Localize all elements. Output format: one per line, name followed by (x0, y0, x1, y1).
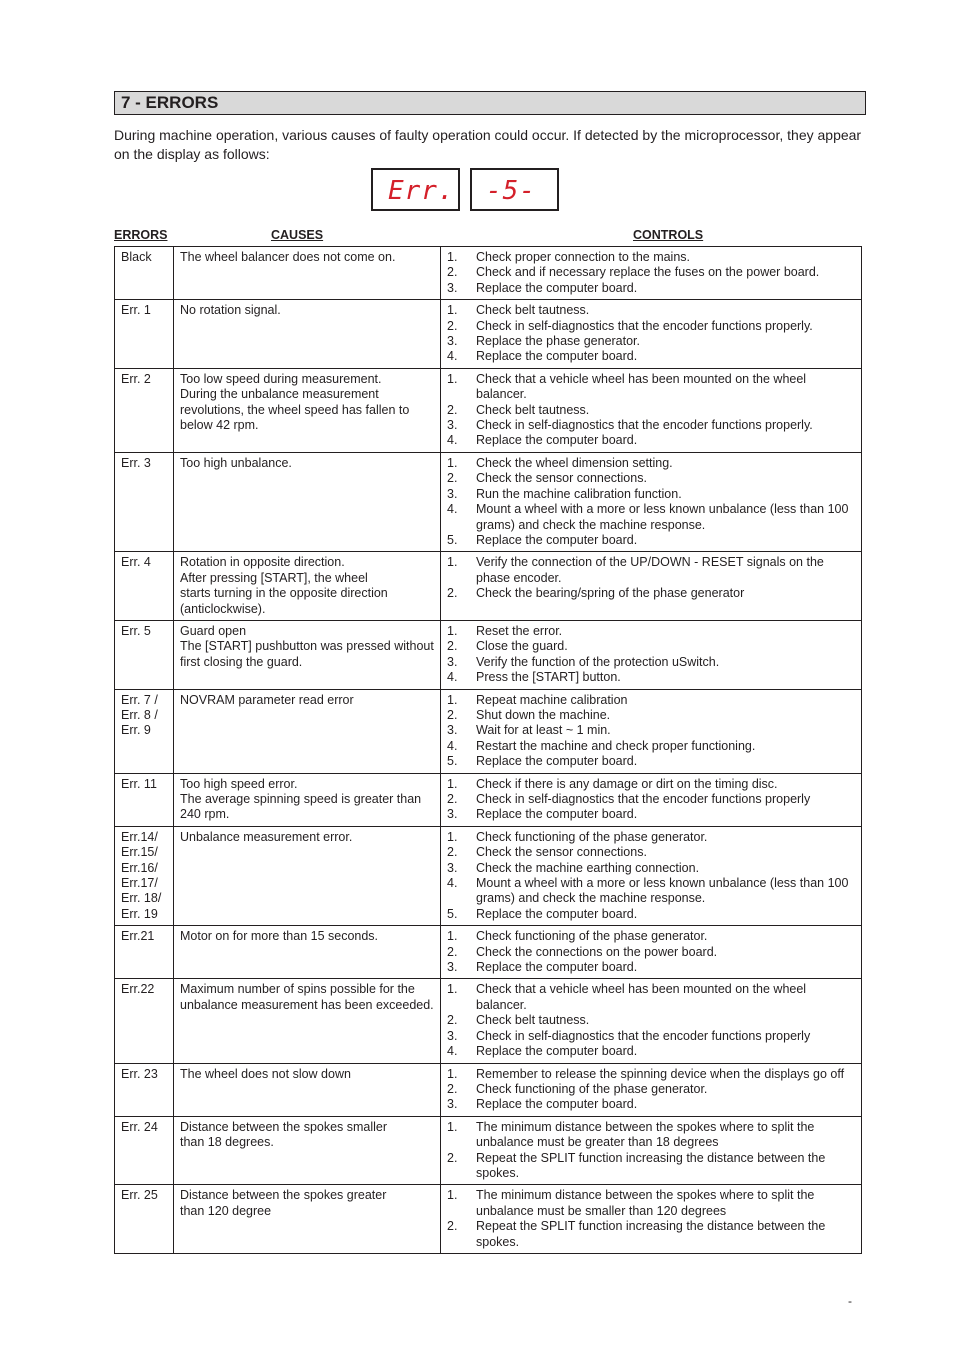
control-step-number: 1. (447, 692, 458, 707)
control-step-text: Remember to release the spinning device when the displays go off (476, 1066, 845, 1081)
controls-cell (441, 552, 862, 621)
controls-cell (441, 1185, 862, 1254)
cause-cell (174, 926, 441, 979)
control-step-text: Replace the computer board. (476, 754, 638, 769)
list-item (447, 456, 856, 471)
control-step-text: Replace the phase generator. (476, 334, 641, 349)
controls-list (447, 555, 856, 601)
list-item (447, 1082, 856, 1097)
table-row (115, 979, 862, 1063)
control-step-text: The minimum distance between the spokes where to split the unbalance must be greater than 18 degrees (476, 1119, 815, 1150)
control-step-text: Replace the computer board. (476, 906, 638, 921)
table-row (115, 826, 862, 925)
display-right (470, 168, 559, 211)
control-step-text: Check in self-diagnostics that the encoder functions properly (476, 792, 811, 806)
table-row (115, 368, 862, 452)
control-step-text: Check belt tautness. (476, 303, 590, 318)
list-item (447, 1067, 856, 1082)
control-step-text: Replace the computer board. (476, 349, 638, 364)
controls-list (447, 303, 856, 365)
display-left-text: Err. (387, 175, 455, 206)
error-code: Err. 25 (121, 1188, 158, 1203)
table-row (115, 247, 862, 300)
table-row (115, 689, 862, 773)
intro-paragraph: During machine operation, various causes of faulty operation could occur. If detected by the microprocessor, they appear on the display as follows: (114, 127, 862, 162)
control-step-text: Repeat the SPLIT function increasing the distance between the spokes. (476, 1150, 826, 1180)
list-item (447, 487, 856, 502)
control-step-text: Check the connections on the power board. (476, 944, 718, 959)
control-step-text: Reset the error. (476, 623, 563, 638)
error-code-cell (115, 1116, 174, 1185)
control-step-text: Check the sensor connections. (476, 845, 647, 860)
list-item (447, 1188, 856, 1219)
control-step-number: 4. (447, 738, 458, 753)
controls-cell (441, 368, 862, 452)
control-step-text: Repeat machine calibration (476, 692, 628, 707)
column-header-errors: ERRORS (114, 228, 168, 242)
control-step-number: 2. (447, 402, 458, 417)
controls-list (447, 1067, 856, 1113)
cause-cell (174, 620, 441, 689)
control-step-number: 1. (447, 455, 458, 470)
control-step-number: 3. (447, 1028, 458, 1043)
control-step-number: 3. (447, 860, 458, 875)
error-code-cell (115, 979, 174, 1063)
control-step-text: Check and if necessary replace the fuses on the power board. (476, 265, 820, 280)
control-step-number: 2. (447, 639, 458, 654)
list-item (447, 830, 856, 845)
error-code: Err.22 (121, 982, 155, 997)
controls-list (447, 456, 856, 548)
control-step-number: 2. (447, 944, 458, 959)
error-code: Black (121, 250, 152, 264)
list-item (447, 845, 856, 860)
control-step-text: Restart the machine and check proper functioning. (476, 738, 756, 753)
control-step-text: Check that a vehicle wheel has been mounted on the wheel balancer. (476, 371, 807, 402)
list-item (447, 624, 856, 639)
error-code: Err. 23 (121, 1066, 158, 1081)
control-step-number: 2. (447, 845, 458, 860)
cause-text: Distance between the spokes smaller (180, 1119, 388, 1134)
controls-cell (441, 1116, 862, 1185)
controls-list (447, 777, 856, 823)
list-item (447, 533, 856, 548)
table-row (115, 926, 862, 979)
cause-text: than 120 degree (180, 1203, 272, 1218)
control-step-number: 1. (447, 829, 458, 844)
control-step-number: 4. (447, 349, 458, 364)
controls-list (447, 250, 856, 296)
cause-cell (174, 300, 441, 369)
cause-text: Too low speed during measurement. (180, 371, 382, 386)
error-code-cell (115, 552, 174, 621)
control-step-number: 2. (447, 265, 458, 280)
control-step-text: Run the machine calibration function. (476, 486, 682, 501)
controls-cell (441, 452, 862, 551)
table-row (115, 1063, 862, 1116)
cause-text: Too high speed error. (180, 776, 298, 791)
list-item (447, 739, 856, 754)
error-code-cell (115, 1185, 174, 1254)
error-code: Err. 24 (121, 1119, 158, 1134)
error-code-cell (115, 452, 174, 551)
control-step-text: Check the bearing/spring of the phase generator (476, 586, 745, 601)
control-step-text: Repeat the SPLIT function increasing the distance between the spokes. (476, 1219, 826, 1249)
controls-list (447, 1120, 856, 1182)
control-step-number: 4. (447, 670, 458, 685)
control-step-text: Check if there is any damage or dirt on the timing disc. (476, 776, 778, 791)
control-step-number: 1. (447, 929, 458, 944)
control-step-text: Check in self-diagnostics that the encoder functions properly. (476, 418, 813, 433)
controls-cell (441, 926, 862, 979)
controls-list (447, 929, 856, 975)
cause-text: Motor on for more than 15 seconds. (180, 929, 379, 944)
error-code-cell (115, 300, 174, 369)
control-step-text: Press the [START] button. (476, 670, 621, 685)
errors-table (114, 246, 862, 1254)
control-step-text: Wait for at least ~ 1 min. (476, 723, 611, 738)
page-number: - (848, 1294, 852, 1308)
error-code: Err. 11 (121, 776, 157, 791)
control-step-number: 4. (447, 876, 458, 891)
control-step-text: Check the sensor connections. (476, 471, 647, 486)
error-code-cell (115, 689, 174, 773)
control-step-number: 1. (447, 1119, 458, 1134)
list-item (447, 807, 856, 822)
list-item (447, 433, 856, 448)
control-step-text: Check functioning of the phase generator. (476, 1081, 708, 1096)
table-row (115, 452, 862, 551)
controls-cell (441, 247, 862, 300)
control-step-text: Replace the computer board. (476, 532, 638, 547)
display-code-readout (482, 176, 548, 204)
cause-cell (174, 552, 441, 621)
error-code: Err.17/ (121, 876, 158, 891)
list-item (447, 1097, 856, 1112)
error-code-cell (115, 368, 174, 452)
error-code: Err.21 (121, 929, 155, 944)
list-item (447, 471, 856, 486)
error-code: Err.16/ (121, 860, 158, 875)
control-step-number: 1. (447, 250, 458, 264)
display-right-text: -5- (485, 175, 536, 206)
control-step-text: Check functioning of the phase generator. (476, 829, 708, 844)
list-item (447, 693, 856, 708)
list-item (447, 555, 856, 586)
control-step-text: Mount a wheel with a more or less known unbalance (less than 100 grams) and check the machine response. (476, 502, 849, 532)
table-row (115, 773, 862, 826)
cause-cell (174, 368, 441, 452)
control-step-number: 3. (447, 1097, 458, 1112)
error-code: Err. 8 / (121, 707, 158, 722)
control-step-number: 4. (447, 433, 458, 448)
control-step-text: Replace the computer board. (476, 960, 638, 975)
table-row (115, 1185, 862, 1254)
control-step-text: Check in self-diagnostics that the encoder functions properly. (476, 318, 813, 333)
control-step-text: Check the wheel dimension setting. (476, 455, 673, 470)
control-step-number: 1. (447, 776, 458, 791)
error-code: Err. 3 (121, 455, 151, 470)
control-step-number: 1. (447, 982, 458, 997)
control-step-text: Replace the computer board. (476, 807, 638, 822)
list-item (447, 907, 856, 922)
control-step-text: Check belt tautness. (476, 402, 590, 417)
error-code-cell (115, 773, 174, 826)
list-item (447, 1219, 856, 1250)
cause-text: The wheel does not slow down (180, 1066, 351, 1081)
control-step-text: Check in self-diagnostics that the encoder functions properly (476, 1028, 811, 1043)
controls-cell (441, 826, 862, 925)
control-step-text: Replace the computer board. (476, 433, 638, 448)
list-item (447, 655, 856, 670)
errors-table-body (115, 247, 862, 1254)
control-step-number: 2. (447, 792, 458, 806)
list-item (447, 929, 856, 944)
column-header-controls: CONTROLS (633, 228, 704, 242)
list-item (447, 723, 856, 738)
list-item (447, 861, 856, 876)
cause-text: Unbalance measurement error. (180, 829, 353, 844)
cause-cell (174, 247, 441, 300)
control-step-number: 1. (447, 371, 458, 386)
control-step-number: 2. (447, 318, 458, 333)
table-row (115, 552, 862, 621)
error-code: Err. 5 (121, 623, 151, 638)
error-code: Err.15/ (121, 845, 158, 860)
controls-list (447, 1188, 856, 1250)
control-step-text: The minimum distance between the spokes where to split the unbalance must be smaller than 120 degrees (476, 1188, 815, 1218)
cause-text: The [START] pushbutton was pressed without first closing the guard. (180, 639, 434, 669)
list-item (447, 982, 856, 1013)
control-step-text: Replace the computer board. (476, 1044, 638, 1059)
error-code: Err. 18/ (121, 891, 162, 906)
controls-list (447, 693, 856, 770)
control-step-number: 1. (447, 1188, 458, 1203)
control-step-text: Shut down the machine. (476, 707, 611, 722)
cause-cell (174, 979, 441, 1063)
control-step-number: 3. (447, 723, 458, 738)
control-step-number: 5. (447, 906, 458, 921)
control-step-number: 5. (447, 532, 458, 547)
cause-text: starts turning in the opposite direction (anticlockwise). (180, 586, 388, 616)
list-item (447, 1044, 856, 1059)
control-step-number: 5. (447, 754, 458, 769)
display-err-readout (386, 175, 455, 206)
control-step-number: 2. (447, 1013, 458, 1028)
cause-text: NOVRAM parameter read error (180, 692, 354, 707)
control-step-number: 3. (447, 654, 458, 669)
control-step-text: Check the machine earthing connection. (476, 860, 700, 875)
error-code: Err.14/ (121, 829, 158, 844)
list-item (447, 1029, 856, 1044)
cause-cell (174, 1063, 441, 1116)
control-step-text: Check belt tautness. (476, 1013, 590, 1028)
control-step-number: 3. (447, 486, 458, 501)
control-step-number: 3. (447, 280, 458, 295)
cause-text: After pressing [START], the wheel (180, 570, 368, 585)
cause-cell (174, 1185, 441, 1254)
list-item (447, 670, 856, 685)
list-item (447, 372, 856, 403)
control-step-text: Check functioning of the phase generator. (476, 929, 708, 944)
controls-cell (441, 979, 862, 1063)
control-step-text: Verify the connection of the UP/DOWN - RESET signals on the phase encoder. (476, 555, 824, 585)
list-item (447, 281, 856, 296)
error-code-cell (115, 1063, 174, 1116)
list-item (447, 1120, 856, 1151)
column-header-causes: CAUSES (271, 228, 324, 242)
list-item (447, 319, 856, 334)
controls-cell (441, 689, 862, 773)
list-item (447, 960, 856, 975)
cause-text: Distance between the spokes greater (180, 1188, 387, 1203)
list-item (447, 639, 856, 654)
cause-cell (174, 826, 441, 925)
control-step-number: 4. (447, 1044, 458, 1059)
control-step-number: 2. (447, 586, 458, 601)
error-code-cell (115, 620, 174, 689)
control-step-number: 2. (447, 707, 458, 722)
control-step-text: Verify the function of the protection uSwitch. (476, 654, 720, 669)
controls-list (447, 624, 856, 686)
controls-list (447, 830, 856, 922)
cause-text: than 18 degrees. (180, 1135, 274, 1150)
list-item (447, 777, 856, 792)
error-code-cell (115, 926, 174, 979)
cause-text: Guard open (180, 623, 247, 638)
table-row (115, 1116, 862, 1185)
list-item (447, 334, 856, 349)
controls-cell (441, 300, 862, 369)
control-step-number: 2. (447, 471, 458, 486)
cause-cell (174, 1116, 441, 1185)
control-step-text: Close the guard. (476, 639, 568, 654)
error-code-cell (115, 826, 174, 925)
cause-cell (174, 773, 441, 826)
list-item (447, 403, 856, 418)
controls-list (447, 982, 856, 1059)
list-item (447, 792, 856, 807)
control-step-number: 1. (447, 555, 458, 570)
cause-text: No rotation signal. (180, 303, 281, 318)
list-item (447, 876, 856, 907)
control-step-text: Check that a vehicle wheel has been mounted on the wheel balancer. (476, 982, 807, 1012)
cause-text: The average spinning speed is greater than 240 rpm. (180, 792, 422, 822)
list-item (447, 265, 856, 280)
control-step-text: Mount a wheel with a more or less known unbalance (less than 100 grams) and check the machine response. (476, 876, 849, 906)
table-row (115, 300, 862, 369)
error-code: Err. 2 (121, 371, 151, 386)
control-step-text: Replace the computer board. (476, 280, 638, 295)
list-item (447, 586, 856, 601)
control-step-number: 3. (447, 334, 458, 349)
cause-text: Too high unbalance. (180, 455, 292, 470)
cause-cell (174, 452, 441, 551)
control-step-number: 2. (447, 1081, 458, 1096)
table-row (115, 620, 862, 689)
cause-cell (174, 689, 441, 773)
error-code-cell (115, 247, 174, 300)
error-code: Err. 19 (121, 906, 158, 921)
list-item (447, 1013, 856, 1028)
control-step-number: 2. (447, 1219, 458, 1234)
controls-list (447, 372, 856, 449)
error-code: Err. 9 (121, 723, 151, 738)
list-item (447, 945, 856, 960)
control-step-number: 1. (447, 303, 458, 318)
list-item (447, 418, 856, 433)
list-item (447, 303, 856, 318)
controls-cell (441, 1063, 862, 1116)
control-step-number: 3. (447, 960, 458, 975)
control-step-number: 3. (447, 807, 458, 822)
error-code: Err. 4 (121, 555, 151, 570)
list-item (447, 754, 856, 769)
cause-text: Rotation in opposite direction. (180, 555, 345, 570)
error-code: Err. 1 (121, 303, 151, 318)
error-code: Err. 7 / (121, 692, 158, 707)
controls-cell (441, 773, 862, 826)
cause-text: Maximum number of spins possible for the unbalance measurement has been exceeded. (180, 982, 434, 1012)
control-step-number: 2. (447, 1150, 458, 1165)
control-step-number: 3. (447, 418, 458, 433)
cause-text: The wheel balancer does not come on. (180, 250, 396, 264)
control-step-number: 4. (447, 502, 458, 517)
display-left (371, 168, 460, 211)
list-item (447, 502, 856, 533)
controls-cell (441, 620, 862, 689)
list-item (447, 708, 856, 723)
cause-text: During the unbalance measurement revolutions, the wheel speed has fallen to below 42 rpm. (180, 387, 410, 433)
control-step-number: 1. (447, 623, 458, 638)
control-step-text: Replace the computer board. (476, 1097, 638, 1112)
list-item (447, 250, 856, 265)
list-item (447, 1151, 856, 1182)
list-item (447, 349, 856, 364)
control-step-number: 1. (447, 1066, 458, 1081)
section-title: 7 - ERRORS (114, 91, 866, 115)
control-step-text: Check proper connection to the mains. (476, 250, 691, 264)
